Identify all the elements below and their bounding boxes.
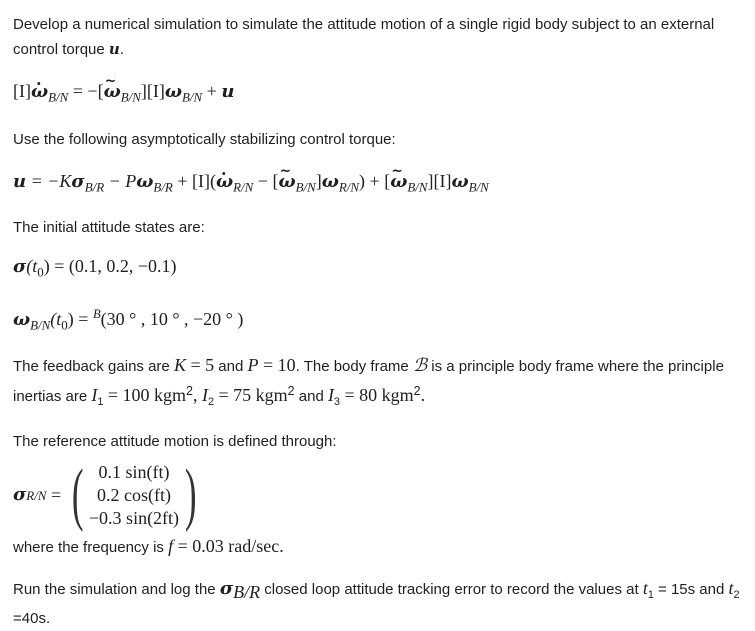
run-text2: closed loop attitude tracking error to record the values at: [260, 581, 643, 599]
intro-text: Develop a numerical simulation to simulate the attitude motion of a single rigid body subject to an external control torque: [13, 16, 715, 58]
ct-omega-bn: ω: [451, 170, 469, 192]
inertia-i3: I: [328, 385, 334, 406]
initial-states-intro: The initial attitude states are:: [13, 219, 205, 237]
eom-sub-bn-3: B/N: [182, 89, 203, 105]
initial-omega-equation: [13, 302, 743, 338]
ref-row-2: 0.2 cos(ft): [96, 484, 171, 505]
init-omega-t0: 0: [61, 317, 68, 333]
inertia-i1-sup: 2: [186, 384, 193, 399]
ct-omega-tilde: ~ ω: [278, 170, 295, 194]
gain-k: K: [173, 355, 186, 376]
run-sub: B/R: [233, 582, 261, 603]
ct-tail: ][I]: [427, 170, 452, 191]
freq-text: where the frequency is: [13, 539, 169, 557]
ct-sub-bn-3: B/N: [468, 179, 489, 195]
init-omega-mid: ) =: [67, 308, 93, 329]
ct-sub-br-2: B/R: [153, 179, 173, 195]
inertia-i1-value: = 100 kgm: [103, 385, 187, 406]
ct-sub-bn-2: B/N: [407, 179, 428, 195]
control-torque-equation: $u = -K\sigma_{B/R} - P\omega_{B/R} + [I]$(. $\omega_{R/N}$ − [~ $\omega_{B/N}]\omega_{R/N}$) + [~ $\omega_{B/N}][I]\omega_{B/N}$: [13, 169, 743, 200]
eom-omega-dot: . ω: [31, 80, 48, 104]
ct-sub-bn: B/N: [295, 179, 316, 195]
ref-sigma: σ: [13, 484, 27, 506]
document: [0, 13, 755, 631]
torque-intro: Use the following asymptotically stabilizing control torque:: [13, 130, 396, 148]
init-omega-lhs: (t: [50, 308, 62, 329]
initial-sigma-equation: [13, 254, 743, 285]
ct-omega-dot: . ω: [216, 170, 233, 194]
gains-comma: ,: [193, 385, 202, 406]
gains-paragraph: [13, 353, 743, 414]
inertia-i2-sub: 2: [208, 396, 215, 409]
run-t1-value: = 15s and: [653, 581, 729, 599]
intro-period: .: [119, 41, 124, 58]
gains-text2: . The body frame: [295, 358, 413, 376]
ct-sub-br: B/R: [84, 179, 105, 195]
inertia-i1: I: [91, 385, 98, 406]
reference-vector: [89, 461, 179, 530]
left-paren: (: [71, 456, 84, 534]
ct-u: u: [13, 170, 27, 192]
inertia-i3-sup: 2: [413, 384, 421, 399]
eom-equals: = −[: [68, 81, 104, 101]
ct-end: ) + [: [359, 170, 391, 191]
inertia-i3-sub: 3: [334, 396, 341, 409]
eom-omega: ω: [164, 81, 182, 102]
ct-omega: ω: [136, 170, 154, 192]
eom-plus: +: [202, 81, 222, 101]
run-t2-sub: 2: [733, 589, 740, 602]
eom-sub-bn-2: B/N: [120, 89, 141, 105]
ct-omega-rn: ω: [321, 170, 339, 192]
frequency-paragraph: [13, 534, 743, 560]
inertia-i1-sub: 1: [97, 396, 104, 409]
eom-omega-tilde: ~ ω: [104, 80, 121, 104]
right-paren: ): [184, 456, 197, 534]
init-sigma-rhs: ) = (0.1, 0.2, −0.1): [43, 256, 177, 277]
inertia-i2-sup: 2: [287, 384, 295, 399]
inertia-i2: I: [202, 385, 208, 406]
init-omega: ω: [13, 308, 31, 330]
run-sigma: σ: [219, 578, 234, 600]
run-paragraph: [13, 576, 743, 631]
ct-sub-rn: R/N: [233, 179, 254, 195]
run-t2-value: =40s.: [13, 610, 51, 628]
eom-close: ][I]: [140, 81, 165, 101]
freq-f: f: [168, 536, 174, 557]
run-text1: Run the simulation and log the: [13, 581, 220, 599]
gains-text1: The feedback gains are: [13, 358, 174, 376]
gain-k-value: = 5: [185, 355, 215, 376]
ref-row-3: −0.3 sin(2ft): [88, 507, 180, 528]
ct-mid: − [: [253, 170, 279, 191]
reference-attitude-equation: [13, 456, 743, 534]
init-omega-sub: B/N: [30, 317, 51, 333]
ref-row-1: 0.1 sin(ft): [98, 461, 170, 482]
gains-and: and: [214, 358, 248, 376]
ct-plus-i: + [I](: [172, 170, 216, 191]
gain-p: P: [247, 355, 259, 376]
ct-lead: = −K: [26, 170, 72, 191]
ref-equals: =: [46, 485, 66, 506]
reference-intro: The reference attitude motion is defined through:: [13, 433, 337, 451]
freq-value: = 0.03 rad/sec.: [173, 536, 284, 557]
control-torque-symbol: u: [108, 40, 120, 58]
gains-and2: and: [294, 388, 328, 406]
init-sigma-t0: 0: [37, 264, 44, 280]
gains-end: .: [420, 385, 426, 406]
init-sigma-lhs: (t: [26, 256, 38, 277]
ref-sub-rn: R/N: [26, 488, 47, 504]
inertia-i3-value: = 80 kgm: [340, 385, 414, 406]
gains-text3: is a principle body frame where the principle inertias are: [13, 358, 724, 406]
run-t1: t: [642, 578, 648, 599]
run-t1-sub: 1: [647, 589, 654, 602]
ct-sub-rn-2: R/N: [338, 179, 360, 195]
init-frame: B: [92, 306, 101, 321]
intro-paragraph: [13, 13, 743, 62]
eom-inertia: [I]: [13, 81, 31, 101]
equation-of-motion: [13, 79, 743, 110]
ct-minus-p: − P: [104, 170, 137, 191]
inertia-i2-value: = 75 kgm: [214, 385, 288, 406]
init-omega-rhs: (30 ° , 10 ° , −20 ° ): [100, 308, 244, 329]
init-sigma: σ: [13, 256, 27, 278]
eom-sub-bn: B/N: [48, 89, 69, 105]
ct-omega-tilde-2: ~ ω: [390, 170, 407, 194]
run-t2: t: [728, 578, 734, 599]
eom-u: u: [221, 81, 235, 102]
ct-sigma: σ: [71, 170, 85, 192]
gain-p-value: = 10: [258, 355, 296, 376]
body-frame-symbol: ℬ: [412, 355, 428, 376]
